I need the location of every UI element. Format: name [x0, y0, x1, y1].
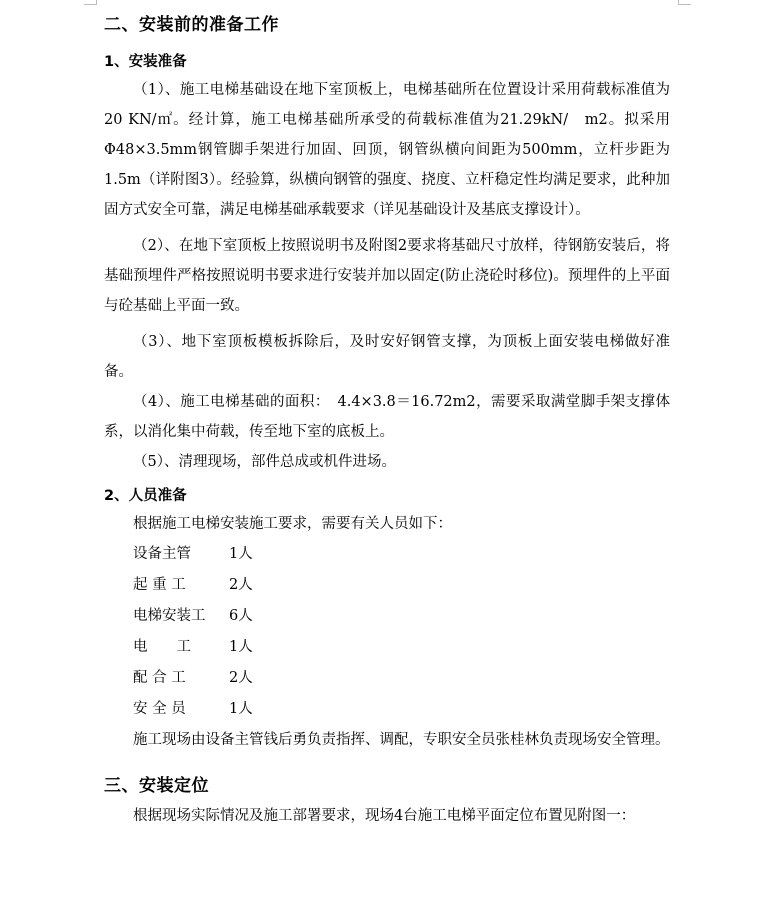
subheading-install-prep: 1、安装准备 — [104, 54, 187, 70]
staff-row — [104, 632, 670, 663]
subheading-staff-prep: 2、人员准备 — [104, 488, 187, 504]
staff-count: 6人 — [229, 608, 253, 624]
section-heading-preparation: 二、安装前的准备工作 — [104, 15, 279, 35]
staff-row — [104, 570, 670, 601]
paragraph-2: （2）、在地下室顶板上按照说明书及附图2要求将基础尺寸放样，待钢筋安装后，将基础预埋件严格按照说明书要求进行安装并加以固定(防止浇砼时移位)。预埋件的上平面与砼基础上平面一致。 — [104, 238, 670, 314]
paragraph-1: （1）、施工电梯基础设在地下室顶板上，电梯基础所在位置设计采用荷载标准值为20 KN/㎡。经计算，施工电梯基础所承受的荷载标准值为21.29kN/ m2。拟采用Φ48×3.5mm钢管脚手架进行加固、回顶，钢管纵横向间距为500mm，立杆步距为1.5m（详附图3）。经验算，纵横向钢管的强度、挠度、立杆稳定性均满足要求，此种加固方式安全可靠，满足电梯基础承载要求（详见基础设计及基底支撑设计）。 — [104, 82, 670, 218]
paragraph-4: （4）、施工电梯基础的面积： 4.4×3.8＝16.72m2，需要采取满堂脚手架支撑体系，以消化集中荷载，传至地下室的底板上。 — [104, 394, 670, 440]
crop-mark-right — [678, 0, 691, 5]
staff-role: 起 重 工 — [133, 577, 186, 593]
staff-count: 2人 — [229, 670, 253, 686]
staff-row — [104, 694, 670, 725]
staff-count: 1人 — [229, 701, 253, 717]
staff-list — [104, 539, 670, 725]
staff-row — [104, 663, 670, 694]
staff-count: 1人 — [229, 639, 253, 655]
staff-role: 安 全 员 — [133, 701, 186, 717]
crop-mark-left — [84, 0, 97, 5]
staff-role: 配 合 工 — [133, 670, 186, 686]
staff-row — [104, 601, 670, 632]
staff-count: 2人 — [229, 577, 253, 593]
paragraph-5: （5）、清理现场，部件总成或机件进场。 — [133, 454, 396, 470]
staff-role: 设备主管 — [133, 546, 191, 562]
positioning-text: 根据现场实际情况及施工部署要求，现场4台施工电梯平面定位布置见附图一： — [133, 808, 636, 824]
paragraph-3: （3）、地下室顶板模板拆除后，及时安好钢管支撑，为顶板上面安装电梯做好准备。 — [104, 334, 670, 380]
staff-intro: 根据施工电梯安装施工要求，需要有关人员如下： — [133, 516, 452, 532]
staff-role: 电梯安装工 — [133, 608, 206, 624]
section-heading-positioning: 三、安装定位 — [104, 776, 209, 796]
staff-note: 施工现场由设备主管钱后勇负责指挥、调配，专职安全员张桂林负责现场安全管理。 — [133, 732, 670, 748]
staff-row — [104, 539, 670, 570]
staff-role: 电 工 — [133, 639, 191, 655]
staff-count: 1人 — [229, 546, 253, 562]
document-page — [104, 10, 670, 831]
